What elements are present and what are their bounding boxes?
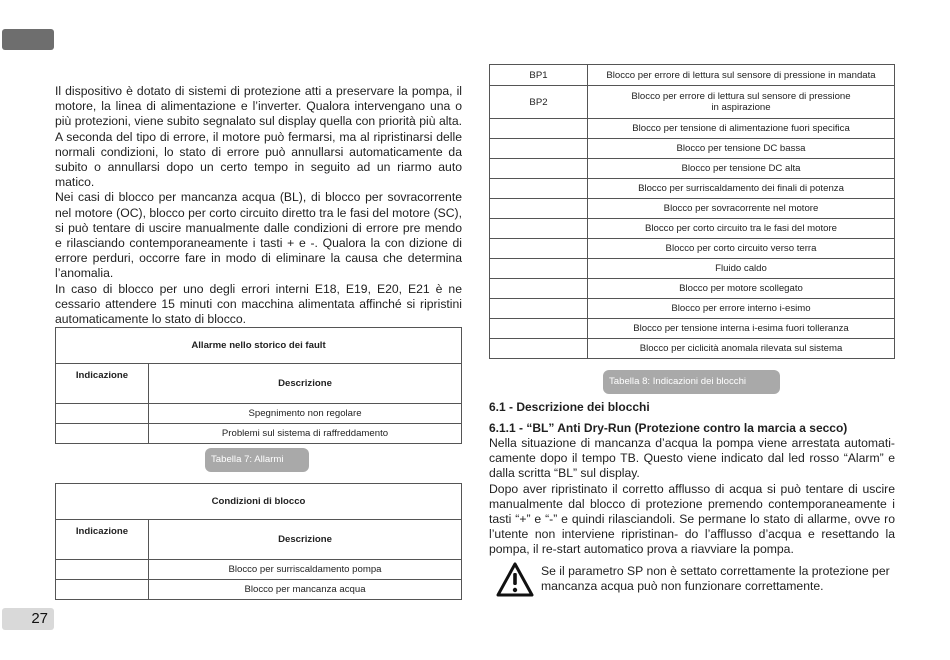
table-row [490, 65, 895, 86]
row-desc: Blocco per surriscaldamento dei finali di potenza [588, 179, 895, 199]
row-desc-line2: in aspirazione [711, 102, 771, 113]
internal-errors-paragraph: In caso di blocco per uno degli errori interni E18, E19, E20, E21 è ne cessario attendere 15 minuti con macchina alimentata affinché si ripristini automaticamente lo stato di blocco. [55, 281, 462, 327]
table-row [490, 239, 895, 259]
bl-description [489, 436, 895, 558]
row-desc: Blocco per errore di lettura sul sensore di pressione in mandata [588, 65, 895, 86]
row-desc: Blocco per motore scollegato [588, 279, 895, 299]
row-code [490, 179, 588, 199]
row-desc: Blocco per mancanza acqua [149, 580, 462, 600]
row-desc: Blocco per tensione di alimentazione fuori specifica [588, 119, 895, 139]
row-code: BP1 [490, 65, 588, 86]
block-conditions-table [55, 483, 462, 600]
warning-triangle-icon [496, 562, 534, 598]
col-indicazione: Indicazione [56, 364, 149, 404]
table-row [490, 339, 895, 359]
table-row [490, 199, 895, 219]
col-indicazione: Indicazione [56, 520, 149, 560]
manual-reset-paragraph: Nei casi di blocco per mancanza acqua (BL), di blocco per sovracorrente nel motore (OC), blocco per corto circuito diretto tra le fasi del motore (SC), si può tentare di uscire manualmente dalle condizioni di errore pre mendo e rilasciando contemporaneamente i tasti + e -. Qualora la con dizione di errore perduri, occorre fare in modo di eliminare la causa che determina l’anomalia. [55, 190, 462, 281]
table-row [490, 159, 895, 179]
row-desc: Blocco per surriscaldamento pompa [149, 560, 462, 580]
left-column-text [55, 84, 462, 327]
section-heading-6-1: 6.1 - Descrizione dei blocchi [489, 400, 650, 414]
table-row [490, 179, 895, 199]
row-desc: Blocco per tensione interna i-esima fuori tolleranza [588, 319, 895, 339]
row-desc-line1: Blocco per errore di lettura sul sensore di pressione [631, 91, 851, 102]
row-desc: Blocco per corto circuito tra le fasi del motore [588, 219, 895, 239]
bl-paragraph-1: Nella situazione di mancanza d’acqua la pompa viene arrestata automati- camente dopo il tempo TB. Questo viene indicato dal led rosso “Alarm” e dalla scritta “BL” sul display. [489, 436, 895, 481]
table-row [490, 299, 895, 319]
row-desc: Blocco per ciclicità anomala rilevata sul sistema [588, 339, 895, 359]
row-desc [588, 86, 895, 119]
row-desc: Problemi sul sistema di raffreddamento [149, 424, 462, 444]
row-code [490, 219, 588, 239]
row-code [490, 279, 588, 299]
alarms-table-title: Allarme nello storico dei fault [56, 328, 462, 364]
row-code [490, 159, 588, 179]
table8-caption: Tabella 8: Indicazioni dei blocchi [603, 370, 780, 394]
row-code [56, 404, 149, 424]
table7-caption: Tabella 7: Allarmi [205, 448, 309, 472]
row-desc: Blocco per corto circuito verso terra [588, 239, 895, 259]
bl-paragraph-2: Dopo aver ripristinato il corretto afflusso di acqua si può tentare di uscire manualmente dal blocco di protezione premendo contemporaneamente i tasti “+” e “-” e quindi rilasciandoli. Se permane lo stato di allarme, ovve ro l’utente non interviene ripristinan- do l’afflusso d’acqua e resettando la pompa, il re-start automatico prova a riavviare la pompa. [489, 481, 895, 557]
table-row [490, 119, 895, 139]
table-row [490, 86, 895, 119]
row-code [56, 560, 149, 580]
col-descrizione: Descrizione [149, 520, 462, 560]
table-row [490, 139, 895, 159]
block-conditions-title: Condizioni di blocco [56, 484, 462, 520]
row-desc: Blocco per tensione DC bassa [588, 139, 895, 159]
row-desc: Blocco per sovracorrente nel motore [588, 199, 895, 219]
row-code [490, 319, 588, 339]
row-code [490, 239, 588, 259]
col-descrizione: Descrizione [149, 364, 462, 404]
row-code [490, 299, 588, 319]
page-number: 27 [2, 608, 54, 630]
table-row [56, 560, 462, 580]
row-desc: Fluido caldo [588, 259, 895, 279]
row-code [56, 580, 149, 600]
row-desc: Spegnimento non regolare [149, 404, 462, 424]
block-indications-table [489, 64, 895, 359]
row-desc: Blocco per tensione DC alta [588, 159, 895, 179]
row-code [490, 119, 588, 139]
table-row [56, 580, 462, 600]
row-code [56, 424, 149, 444]
warning-note: Se il parametro SP non è settato correttamente la protezione per mancanza acqua può non funzionare correttamente. [541, 564, 890, 594]
table-row [490, 219, 895, 239]
row-code [490, 199, 588, 219]
table-row [56, 424, 462, 444]
row-code [490, 139, 588, 159]
row-code [490, 339, 588, 359]
intro-paragraph: Il dispositivo è dotato di sistemi di protezione atti a preservare la pompa, il motore, la linea di alimentazione e l’inverter. Qualora intervengano una o più protezioni, viene subito segnalato sul display quella con priorità più alta. A seconda del tipo di errore, il motore può fermarsi, ma al ripristinarsi delle normali condizioni, lo stato di errore può annullarsi automaticamente da subito o annullarsi dopo un certo tempo in seguito ad un riarmo auto matico. [55, 84, 462, 190]
table-row [490, 319, 895, 339]
alarms-table [55, 327, 462, 444]
table-row [490, 259, 895, 279]
row-code: BP2 [490, 86, 588, 119]
row-desc: Blocco per errore interno i-esimo [588, 299, 895, 319]
table-row [490, 279, 895, 299]
row-code [490, 259, 588, 279]
section-heading-6-1-1: 6.1.1 - “BL” Anti Dry-Run (Protezione contro la marcia a secco) [489, 421, 848, 435]
page-corner-tab [2, 29, 54, 50]
table-row [56, 404, 462, 424]
